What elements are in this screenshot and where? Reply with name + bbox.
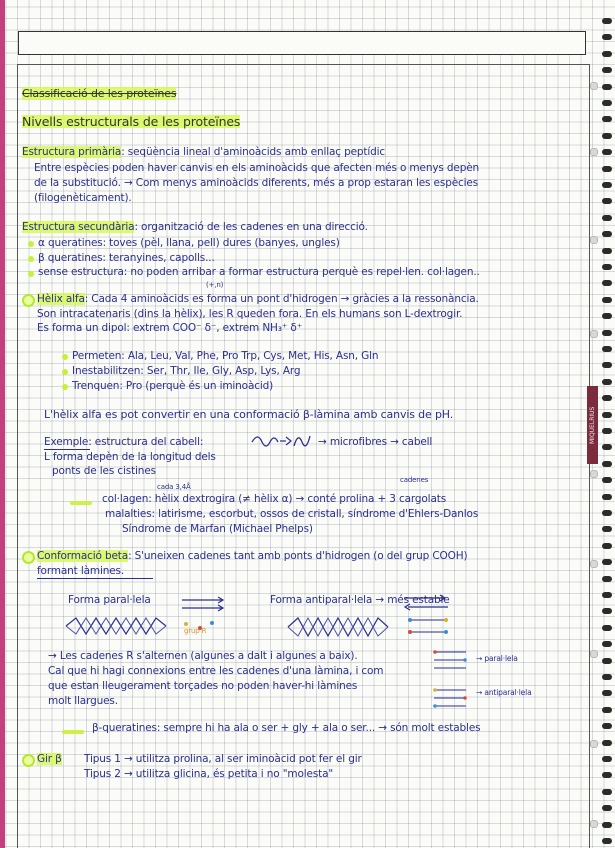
spiral-ring	[602, 444, 612, 450]
binding-hole	[590, 148, 598, 156]
example-label: Exemple	[44, 436, 89, 448]
antiparallel-dots-drawing-icon	[404, 614, 454, 640]
highlight-dash	[70, 501, 92, 505]
primary-structure	[22, 146, 385, 159]
spiral-ring	[602, 658, 612, 664]
parallel-arrows-icon	[178, 596, 230, 612]
header-box	[18, 31, 586, 55]
spiral-ring	[602, 280, 612, 286]
secondary-desc: : organització de les cadenes en una direcció.	[134, 221, 368, 233]
spiral-ring	[602, 789, 612, 795]
bullet-dot	[28, 256, 34, 262]
binding-hole	[590, 470, 598, 478]
spiral-ring	[602, 133, 612, 139]
parallel-title: Forma paral·lela	[68, 594, 151, 606]
cadenes-note: cadenes	[400, 476, 429, 484]
primary-line-3: (filogenèticament).	[34, 192, 132, 204]
trenquen-text: : Pro (perquè és un iminoàcid)	[119, 380, 274, 392]
spiral-ring	[602, 838, 612, 844]
spiral-ring	[602, 34, 612, 40]
spiral-ring	[602, 461, 612, 467]
example-text: : estructura del cabell:	[88, 436, 204, 448]
spiral-ring	[602, 740, 612, 746]
spiral-ring	[602, 608, 612, 614]
binding-hole	[590, 820, 598, 828]
spiral-ring	[602, 182, 612, 188]
spiral-ring	[602, 116, 612, 122]
binding-hole	[590, 740, 598, 748]
spiral-ring	[602, 231, 612, 237]
beta-note-3: molt llargues.	[48, 695, 118, 707]
gir-label: Gir β	[37, 753, 62, 765]
gir-line-1: Tipus 2 → utilitza glicina, és petita i no "molesta"	[84, 768, 334, 780]
spiral-ring	[602, 149, 612, 155]
bullet-dot	[62, 369, 68, 375]
example-line	[44, 436, 203, 449]
example-flow: → microfibres → cabell	[318, 436, 433, 448]
primary-line-1: Entre espècies poden haver canvis en els aminoàcids que afecten més o menys depèn	[34, 162, 480, 174]
spiral-ring	[602, 526, 612, 532]
cada-note: cada 3,4Å	[157, 483, 191, 491]
helix-convert: L'hèlix alfa es pot convertir en una conformació β-làmina amb canvis de pH.	[44, 408, 454, 421]
spiral-ring	[602, 362, 612, 368]
page-edge-stripe	[0, 0, 5, 848]
spiral-ring	[602, 707, 612, 713]
highlight-dash	[62, 730, 84, 734]
inestabilitzen-list: : Ser, Thr, Ile, Gly, Asp, Lys, Arg	[140, 365, 301, 377]
beta-note-0: → Les cadenes R s'alternen (algunes a dalt i algunes a baix).	[48, 650, 358, 662]
spiral-ring	[602, 822, 612, 828]
inestabilitzen-line	[72, 365, 300, 378]
spiral-ring	[602, 756, 612, 762]
malalties-line: malalties: latirisme, escorbut, ossos de cristall, síndrome d'Ehlers-Danlos	[105, 508, 479, 520]
secondary-item-2: sense estructura: no poden arribar a formar estructura perquè es repel·len. col·lagen..	[38, 266, 480, 278]
spiral-ring	[602, 330, 612, 336]
spiral-ring	[602, 477, 612, 483]
spiral-ring	[602, 67, 612, 73]
binding-hole	[590, 236, 598, 244]
antipar-side-label: → antiparal·lela	[476, 688, 532, 697]
secondary-item-0: α queratines: toves (pèl, llana, pell) dures (banyes, ungles)	[38, 237, 340, 249]
antiparallel-title: Forma antiparal·lela → més estable	[270, 594, 450, 606]
forma-line-0: L forma depèn de la longitud dels	[44, 451, 216, 463]
binding-hole	[590, 650, 598, 658]
trenquen-label: Trenquen	[72, 380, 120, 392]
collagen-line: col·lagen: hèlix dextrogira (≠ hèlix α) → conté prolina + 3 cargolats	[102, 493, 447, 505]
spiral-ring	[602, 494, 612, 500]
spiral-ring	[602, 313, 612, 319]
paral-side-label: → paral·lela	[476, 654, 518, 663]
binding-hole	[590, 560, 598, 568]
binding-hole	[590, 330, 598, 338]
trenquen-line	[72, 380, 273, 393]
gir-section	[37, 753, 62, 766]
primary-label: Estructura primària	[22, 146, 122, 158]
spiral-ring	[602, 18, 612, 24]
beta-queratines: β-queratines: sempre hi ha ala o ser + gly + ala o ser... → són molt estables	[92, 722, 481, 734]
spiral-ring	[602, 510, 612, 516]
bullet-dot	[62, 354, 68, 360]
helix-section	[37, 293, 479, 306]
section-ring-bullet	[22, 551, 35, 564]
spiral-ring	[602, 428, 612, 434]
primary-line-0: : seqüència lineal d'aminoàcids amb enllaç peptídic	[121, 146, 386, 158]
bullet-dot	[28, 271, 34, 277]
spiral-ring	[602, 100, 612, 106]
helix-line-1: Son intracatenaris (dins la hèlix), les R queden fora. En els humans son L-dextrogir.	[37, 308, 463, 320]
spiral-ring	[602, 84, 612, 90]
spiral-ring	[602, 395, 612, 401]
example-underline	[44, 449, 90, 450]
beta-label: Conformació beta	[37, 550, 129, 562]
spiral-binding	[598, 0, 615, 848]
beta-underline	[37, 578, 153, 579]
permeten-line	[72, 350, 378, 363]
tab-label: MIQUELRIUS	[589, 406, 596, 444]
page-title: Nivells estructurals de les proteïnes	[22, 114, 241, 129]
section-ring-bullet	[22, 754, 35, 767]
spiral-ring	[602, 346, 612, 352]
spiral-ring	[602, 559, 612, 565]
spiral-ring	[602, 723, 612, 729]
parallel-sheet-drawing-icon	[64, 614, 174, 638]
beta-note-1: Cal que hi hagi connexions entre les cadenes d'una làmina, i com	[48, 665, 384, 677]
spiral-ring	[602, 674, 612, 680]
spiral-ring	[602, 297, 612, 303]
permeten-list: : Ala, Leu, Val, Phe, Pro Trp, Cys, Met, His, Asn, Gln	[121, 350, 379, 362]
spiral-ring	[602, 576, 612, 582]
antiparallel-arrows-icon	[400, 594, 452, 612]
forma-line-1: ponts de les cistines	[52, 465, 156, 477]
spiral-ring	[602, 690, 612, 696]
secondary-note-small: (+,n)	[206, 281, 224, 289]
helix-line-2: Es forma un dipol: extrem COO⁻ δ⁻, extrem NH₃⁺ δ⁺	[37, 322, 303, 334]
side-sheets-drawing-icon	[432, 646, 472, 716]
bullet-dot	[28, 241, 34, 247]
crossed-title: Classificació de les proteïnes	[22, 87, 177, 100]
marfan-line: Síndrome de Marfan (Michael Phelps)	[122, 523, 313, 535]
spiral-ring	[602, 592, 612, 598]
spiral-ring	[602, 198, 612, 204]
primary-line-2: de la substitució. → Com menys aminoàcids diferents, més a prop estaran les espècies	[34, 177, 479, 189]
spiral-ring	[602, 412, 612, 418]
beta-line-0: : S'uneixen cadenes tant amb ponts d'hidrogen (o del grup COOH)	[128, 550, 468, 562]
spiral-ring	[602, 166, 612, 172]
gir-line-0: Tipus 1 → utilitza prolina, al ser iminoàcid pot fer el gir	[84, 753, 362, 765]
secondary-item-1: β queratines: teranyines, capolls...	[38, 252, 215, 264]
spiral-ring	[602, 805, 612, 811]
helix-label: Hèlix alfa	[37, 293, 85, 305]
spiral-ring	[602, 625, 612, 631]
spiral-ring	[602, 772, 612, 778]
spiral-ring	[602, 248, 612, 254]
section-ring-bullet	[22, 294, 35, 307]
helix-doodle-icon	[250, 430, 314, 452]
beta-note-2: que estan lleugerament torçades no poden haver-hi làmines	[48, 680, 358, 692]
helix-line-0: : Cada 4 aminoàcids es forma un pont d'hidrogen → gràcies a la ressonància.	[84, 293, 479, 305]
beta-line-1: formant làmines.	[37, 565, 125, 577]
inestabilitzen-label: Inestabilitzen	[72, 365, 141, 377]
permeten-label: Permeten	[72, 350, 122, 362]
secondary-structure	[22, 221, 368, 234]
spiral-ring	[602, 543, 612, 549]
beta-section	[37, 550, 467, 563]
bullet-dot	[62, 384, 68, 390]
spiral-ring	[602, 641, 612, 647]
spiral-ring	[602, 51, 612, 57]
secondary-label: Estructura secundària	[22, 221, 135, 233]
antiparallel-sheet-drawing-icon	[286, 614, 396, 640]
r-group-label: grup R	[184, 627, 207, 635]
spiral-ring	[602, 264, 612, 270]
spiral-ring	[602, 379, 612, 385]
binding-hole	[590, 82, 598, 90]
spiral-ring	[602, 215, 612, 221]
